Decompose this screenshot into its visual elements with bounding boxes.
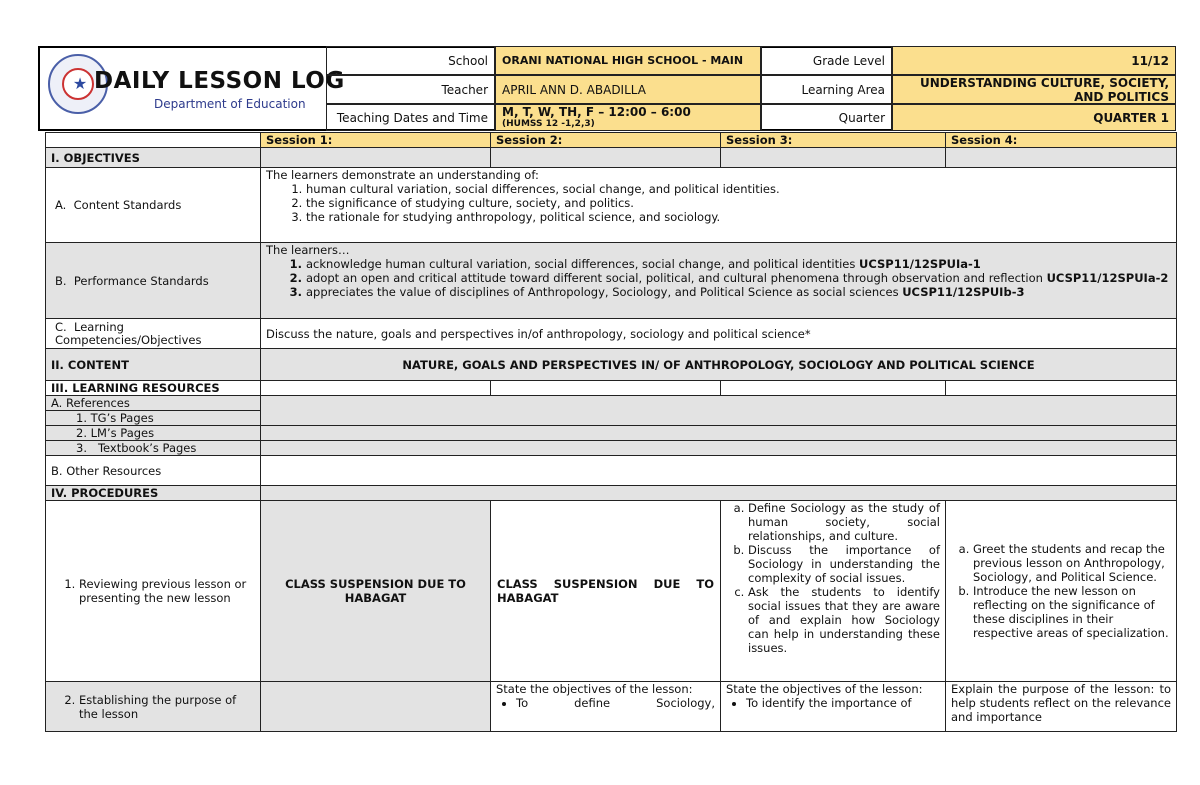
corner-cell [46,133,261,148]
session-1-review: CLASS SUSPENSION DUE TO HABAGAT [261,501,491,682]
performance-item: 1. acknowledge human cultural variation, social differences, social change, and political identities UCSP11/12SPUIa-1 [306,257,1171,271]
session-4-purpose: Explain the purpose of the lesson: to help students reflect on the relevance and importance [946,682,1177,732]
review-label-cell [46,501,261,682]
textbook-pages-label: 3. Textbook’s Pages [46,441,261,456]
content-heading: II. CONTENT [46,349,261,381]
deped-seal-icon: ★ [48,54,108,114]
content-title: NATURE, GOALS AND PERSPECTIVES IN/ OF ANTHROPOLOGY, SOCIOLOGY AND POLITICAL SCIENCE [261,349,1177,381]
session-4-review-item: b. Introduce the new lesson on reflecting on the significance of these disciplines in their respective areas of specialization. [973,584,1171,640]
content-item: 1. human cultural variation, social differences, social change, and political identities. [306,182,1171,196]
school-value: ORANI NATIONAL HIGH SCHOOL - MAIN [495,46,761,75]
teacher-label: Teacher [326,75,495,104]
school-label: School [326,46,495,75]
competencies-cell: Discuss the nature, goals and perspectives in/of anthropology, sociology and political science* [261,319,1177,349]
session-2-header: Session 2: [491,133,721,148]
content-item: 2. the significance of studying culture, society, and politics. [306,196,1171,210]
quarter-label: Quarter [761,104,892,131]
session-3-review-item: a. Define Sociology as the study of human society, social relationships, and culture. [748,501,940,543]
area-label: Learning Area [761,75,892,104]
session-3-header: Session 3: [721,133,946,148]
references-label: A. References [46,396,261,411]
session-3-review-item: c. Ask the students to identify social issues that they are aware of and explain how Sociology can help in understanding these issues. [748,585,940,655]
log-title: DAILY LESSON LOG [94,68,345,94]
performance-standards-cell [261,243,1177,319]
lesson-log-table [45,132,1177,732]
grade-label: Grade Level [761,46,892,75]
other-resources-label: B. Other Resources [46,456,261,486]
session-3-purpose: State the objectives of the lesson: • To identify the importance of [721,682,946,732]
teacher-value: APRIL ANN D. ABADILLA [495,75,761,104]
session-4-review-item: a. Greet the students and recap the previous lesson on Anthropology, Sociology, and Political Science. [973,542,1171,584]
procedures-heading: IV. PROCEDURES [46,486,261,501]
performance-item: 3. appreciates the value of disciplines of Anthropology, Sociology, and Political Science as social sciences UCSP11/12SPUIb-3 [306,285,1171,299]
performance-item: 2. adopt an open and critical attitude toward different social, political, and cultural phenomena through observation and reflection UCSP11/12SPUIa-2 [306,271,1171,285]
competencies-label: C. Learning Competencies/Objectives [46,319,261,349]
dates-sub: (HUMSS 12 -1,2,3) [502,119,595,129]
content-intro: The learners demonstrate an understanding of: [266,168,539,182]
content-standards-cell [261,168,1177,243]
dates-label: Teaching Dates and Time [326,104,495,131]
performance-standards-label: B. Performance Standards [46,243,261,319]
session-1-header: Session 1: [261,133,491,148]
dates-value: M, T, W, TH, F – 12:00 – 6:00 [502,105,691,119]
content-standards-label: A. Content Standards [46,168,261,243]
session-3-review [721,501,946,682]
lm-pages-label: 2. LM’s Pages [46,426,261,441]
department-name: Department of Education [154,97,306,111]
session-4-header: Session 4: [946,133,1177,148]
performance-intro: The learners… [266,243,350,257]
session-2-review: CLASS SUSPENSION DUE TO HABAGAT [491,501,721,682]
objectives-heading: I. OBJECTIVES [46,148,261,168]
area-value: UNDERSTANDING CULTURE, SOCIETY, AND POLITICS [892,75,1176,104]
tg-pages-label: 1. TG’s Pages [46,411,261,426]
content-item: 3. the rationale for studying anthropology, political science, and sociology. [306,210,1171,224]
session-2-purpose: State the objectives of the lesson: • To define Sociology, [491,682,721,732]
session-4-review [946,501,1177,682]
purpose-label-cell [46,682,261,732]
resources-heading: III. LEARNING RESOURCES [46,381,261,396]
purpose-label: 2. Establishing the purpose of the lesson [79,693,255,721]
review-label: 1. Reviewing previous lesson or presenting the new lesson [79,577,255,605]
quarter-value: QUARTER 1 [892,104,1176,131]
grade-value: 11/12 [892,46,1176,75]
session-3-review-item: b. Discuss the importance of Sociology in understanding the complexity of social issues. [748,543,940,585]
